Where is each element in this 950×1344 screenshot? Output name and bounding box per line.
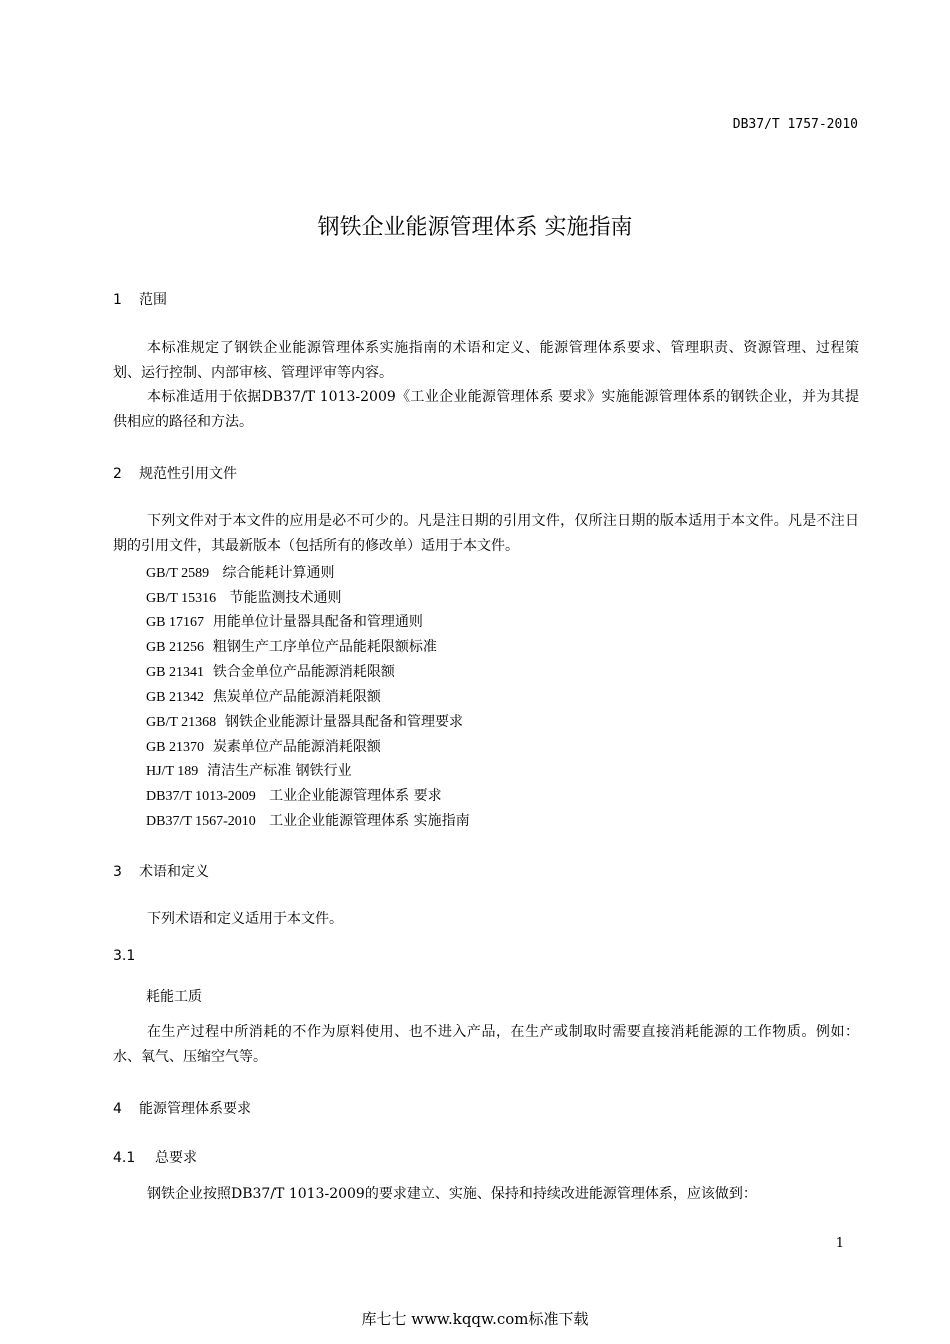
reference-item <box>146 810 470 830</box>
subsection-number: 3.1 <box>113 948 136 964</box>
section-2-paragraph-1: 下列文件对于本文件的应用是必不可少的。凡是注日期的引用文件，仅所注日期的版本适用于本文件。凡是不注日期的引用文件，其最新版本（包括所有的修改单）适用于本文件。 <box>113 513 859 554</box>
reference-name: 节能监测技术通则 <box>229 590 342 606</box>
section-4-paragraph-1: 钢铁企业按照DB37/T 1013-2009的要求建立、实施、保持和持续改进能源管理体系，应该做到： <box>147 1186 757 1202</box>
section-1-heading <box>113 289 167 309</box>
reference-code: DB37/T 1567-2010 <box>146 814 256 829</box>
subsection-title: 总要求 <box>155 1150 197 1166</box>
section-number: 1 <box>113 292 122 308</box>
reference-name: 清洁生产标准 钢铁行业 <box>207 763 352 779</box>
section-3-heading <box>113 861 209 881</box>
page-number: 1 <box>835 1236 844 1251</box>
section-title: 范围 <box>139 292 167 308</box>
reference-name: 工业企业能源管理体系 要求 <box>269 788 442 804</box>
subsection-4-1-heading <box>113 1147 197 1167</box>
reference-item <box>146 711 463 731</box>
reference-name: 炭素单位产品能源消耗限额 <box>212 739 381 755</box>
reference-code: DB37/T 1013-2009 <box>146 789 256 804</box>
reference-name: 工业企业能源管理体系 实施指南 <box>269 813 470 829</box>
doc-code-header: DB37/T 1757-2010 <box>732 117 858 132</box>
reference-name: 粗钢生产工序单位产品能耗限额标准 <box>212 639 437 655</box>
reference-name: 焦炭单位产品能源消耗限额 <box>212 689 381 705</box>
reference-code: GB/T 15316 <box>146 591 217 606</box>
reference-item <box>146 661 395 681</box>
reference-item <box>146 562 335 582</box>
term-definition: 在生产过程中所消耗的不作为原料使用、也不进入产品，在生产或制取时需要直接消耗能源的工作物质。例如：水、氧气、压缩空气等。 <box>113 1024 859 1065</box>
reference-name: 综合能耗计算通则 <box>222 565 335 581</box>
reference-code: HJ/T 189 <box>146 764 199 779</box>
section-number: 2 <box>113 466 122 482</box>
reference-item <box>146 785 442 805</box>
reference-item <box>146 760 352 780</box>
reference-code: GB 21342 <box>146 690 204 705</box>
section-number: 4 <box>113 1101 122 1117</box>
subsection-number: 4.1 <box>113 1150 136 1166</box>
reference-code: GB 21370 <box>146 740 204 755</box>
term-name: 耗能工质 <box>146 989 202 1005</box>
section-number: 3 <box>113 864 122 880</box>
section-3-paragraph-1: 下列术语和定义适用于本文件。 <box>147 911 343 927</box>
reference-name: 铁合金单位产品能源消耗限额 <box>212 664 395 680</box>
reference-code: GB 17167 <box>146 615 204 630</box>
reference-name: 钢铁企业能源计量器具配备和管理要求 <box>225 714 464 730</box>
section-2-heading <box>113 463 237 483</box>
footer-watermark: 库七七 www.kqqw.com标准下载 <box>361 1310 589 1328</box>
reference-item <box>146 686 381 706</box>
section-title: 术语和定义 <box>139 864 209 880</box>
section-title: 能源管理体系要求 <box>139 1101 251 1117</box>
document-title: 钢铁企业能源管理体系 实施指南 <box>317 215 633 240</box>
section-1-paragraph-1: 本标准规定了钢铁企业能源管理体系实施指南的术语和定义、能源管理体系要求、管理职责、资源管理、过程策划、运行控制、内部审核、管理评审等内容。 <box>113 340 859 381</box>
reference-item <box>146 636 437 656</box>
reference-code: GB/T 2589 <box>146 566 210 581</box>
section-1-paragraph-2: 本标准适用于依据DB37/T 1013-2009《工业企业能源管理体系 要求》实施能源管理体系的钢铁企业，并为其提供相应的路径和方法。 <box>113 389 859 430</box>
reference-item <box>146 736 381 756</box>
reference-item <box>146 587 342 607</box>
section-4-heading <box>113 1098 251 1118</box>
reference-code: GB 21341 <box>146 665 204 680</box>
section-title: 规范性引用文件 <box>139 466 237 482</box>
reference-name: 用能单位计量器具配备和管理通则 <box>212 614 423 630</box>
reference-code: GB/T 21368 <box>146 715 217 730</box>
reference-code: GB 21256 <box>146 640 204 655</box>
reference-item <box>146 611 423 631</box>
